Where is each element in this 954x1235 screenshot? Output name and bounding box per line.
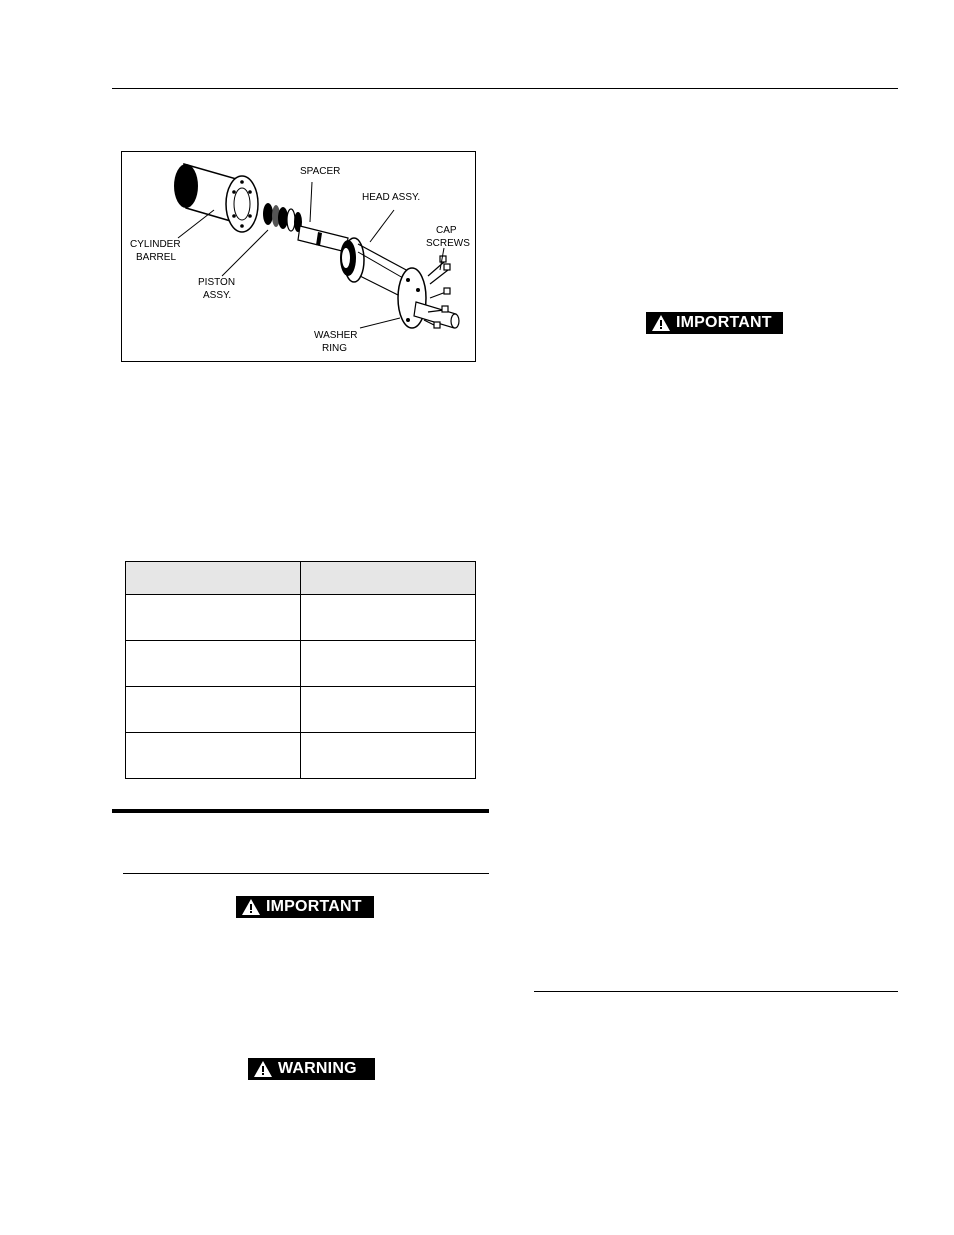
section-thin-rule <box>123 873 489 874</box>
table-row <box>126 595 476 641</box>
label-piston-assy-line2: ASSY. <box>203 290 232 301</box>
warning-triangle-icon <box>652 315 670 331</box>
table-cell <box>126 733 301 779</box>
leader-cylinder-barrel <box>178 210 214 238</box>
table-cell <box>301 687 476 733</box>
important-label: IMPORTANT <box>266 898 362 915</box>
warning-notice-badge <box>248 1058 375 1080</box>
table-cell <box>126 687 301 733</box>
important-notice-badge <box>236 896 374 918</box>
warning-triangle-icon <box>254 1061 272 1077</box>
table-cell <box>126 641 301 687</box>
section-heavy-rule <box>112 809 489 813</box>
table-cell <box>301 641 476 687</box>
warning-label: WARNING <box>278 1060 357 1077</box>
spacer-rod <box>298 226 348 252</box>
leader-spacer <box>310 182 312 222</box>
label-head-assy: HEAD ASSY. <box>362 192 421 203</box>
leader-washer-ring <box>360 318 400 328</box>
warning-triangle-icon <box>242 899 260 915</box>
table-header-cell <box>301 562 476 595</box>
piston-ring-1 <box>263 203 273 225</box>
right-column-rule <box>534 991 898 992</box>
label-piston-assy-line1: PISTON <box>198 277 236 288</box>
table-cell <box>126 595 301 641</box>
leader-head-assy <box>370 210 394 242</box>
label-washer-ring-line1: WASHER <box>314 330 358 341</box>
important-label: IMPORTANT <box>676 314 772 331</box>
cylinder-barrel-end <box>174 164 198 208</box>
label-cap-screws-line2: SCREWS <box>426 238 470 249</box>
table-row <box>126 641 476 687</box>
table-row <box>126 687 476 733</box>
cylinder-exploded-view-figure <box>121 151 476 362</box>
rod-end-flange <box>398 268 426 328</box>
label-cylinder-barrel-line2: BARREL <box>136 252 177 263</box>
label-cap-screws-line1: CAP <box>436 225 457 236</box>
label-cylinder-barrel-line1: CYLINDER <box>130 239 181 250</box>
table-cell <box>301 733 476 779</box>
table-cell <box>301 595 476 641</box>
spec-table <box>125 561 476 779</box>
leader-piston-assy <box>222 230 268 276</box>
label-spacer: SPACER <box>300 166 341 177</box>
header-rule <box>112 88 898 89</box>
table-header-row <box>126 562 476 595</box>
table-row <box>126 733 476 779</box>
label-washer-ring-line2: RING <box>322 343 347 354</box>
important-notice-badge <box>646 312 783 334</box>
table-header-cell <box>126 562 301 595</box>
